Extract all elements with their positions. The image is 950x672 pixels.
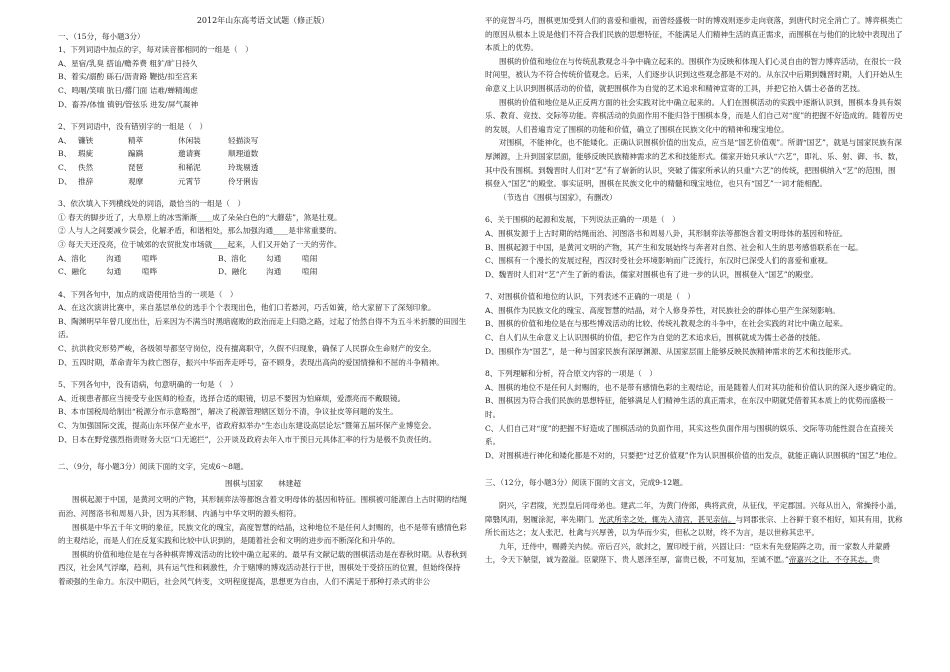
question-8 bbox=[485, 367, 903, 462]
question-2 bbox=[58, 120, 468, 188]
question-5 bbox=[58, 378, 468, 446]
classical-paragraph-2: 九年，迁侍中，赐爵关内侯。帝后召兴，欲封之，置印绶于前，兴固让曰：“臣未有先登陷阵之功，而一家数人并蒙爵土，令天下觖望，诚为盈溢。臣蒙陛下、贵人恩泽至厚，富贵已极，不可复加，至诚不愿。”帝嘉兴之让，不夺其志。贵 bbox=[485, 541, 891, 565]
q7-option-a: A、围棋作为民族文化的瑰宝、高度智慧的结晶，对个人修身养性，对民族社会的群体心里产生深刻影响。 bbox=[485, 305, 840, 315]
q4-option-b: B、陶渊明早年曾几度出仕，后来因为不满当时黑暗腐败的政治而走上归隐之路，过起了怡然自得不为五斗米折腰的田园生活。 bbox=[58, 316, 467, 340]
q3-sentence-2: ② 人与人之间要减少误会，化解矛盾，和谐相处，那么加强沟通____是非常重要的。 bbox=[58, 226, 342, 236]
q8-stem: 8、下列理解和分析，符合原文内容的一项是（ ） bbox=[485, 369, 657, 379]
classical-paragraph-1: 阴兴，字君陵，光烈皇后同母弟也。建武二年，为黄门侍郎，典将武贲，从征伐，平定郡国。兴每从出入，常操持小盖，障翳风雨，躬履涂泥，率先期门。光武所幸之处，辄先入清宫，甚见亲信。与同郡张宗、上谷鲜于裒不相好，知其有用，犹称所长而达之；友人张汜、杜禽与兴厚善，以为华而少实，但私之以财，终不为言，是以世称其忠平。 bbox=[485, 501, 903, 538]
q5-option-d: D、日本在野党强烈指责财务大臣“口无遮拦”，公开谈及政府去年入市干预日元具体汇率的行为是极不负责任的。 bbox=[58, 434, 437, 444]
article-paragraph-2: 围棋是中华五千年文明的象征，民族文化的瑰宝，高度智慧的结晶，这种地位不是任何人封赐的，也不是带有感情色彩的主观结论，而是人们在反复实践和比较中认识到的，是随着社会和文明的进步而不断深化和升华的。 bbox=[58, 522, 467, 546]
article-paragraph-3-cont: 平的竞智斗巧，围棋更加受到人们的喜爱和重视，而曾经盛极一时的博戏则逐步走向衰落，到唐代时完全消亡了。博弈棋类亡的原因从根本上说是他们不符合我们民族的思想特征，不能满足人们精神生活的真正需求，而围棋在与他们的比较中表现出了本质上的优势。 bbox=[485, 16, 903, 53]
q1-option-b: B、着实/溺酌 砾石/沥青路 鞭挞/扣至宫来 bbox=[58, 72, 198, 82]
q6-option-b: B、围棋起源于中国，是黄河文明的产物，其产生和发展始终与奔者对自然、社会和人生的思考感悟联系在一起。 bbox=[485, 242, 863, 252]
q8-option-a: A、围棋的地位不是任何人封赐的，也不是带有感情色彩的主观结论，而是随着人们对其功能和价值认识的深入逐步确定的。 bbox=[485, 382, 901, 392]
q4-stem: 4、下列各句中，加点的成语使用恰当的一项是（ ） bbox=[58, 289, 238, 299]
section-3-heading: 三、（12分，每小题3分）阅读下面的文言文，完成9-12题。 bbox=[485, 478, 688, 488]
exam-title: 2012年山东高考语文试题（修正版） bbox=[196, 16, 330, 25]
q8-option-d: D、对围棋进行神化和矮化都是不对的，只要把“过艺价值观”作为认识围棋价值的出发点，就能正确认识围棋的“国艺”地位。 bbox=[485, 450, 902, 460]
question-4 bbox=[58, 288, 468, 370]
article-paragraph-3: 围棋的价值和地位是在与各种棋弈博戏活动的比较中确立起来的。最早有文献记载的围棋活动是在春秋时期。从春秋到西汉，社会风气浮靡，趋利，具有运气性和刺激性，介于赌博的博戏活动甚行于世，围棋处于受挤压的位置，但始终保持着顽强的生命力。东汉中期后，社会风气转变，文明程度提高，思想更为自由，人们不满足于那种打杀式的非公 bbox=[58, 549, 467, 586]
q8-option-b: B、围棋因为符合我们民族的思想特征，能够满足人们精神生活的真正需求，在东汉中期就凭借着其本质上的优势而盛极一时。 bbox=[485, 396, 894, 420]
article-title: 围棋与国家 林建超 bbox=[225, 478, 301, 488]
article-source: （节选自《围棋与国家》，有删改） bbox=[499, 192, 617, 202]
article-paragraph-5: 围棋的价值和地位是从正反两方面的社会实践对比中确立起来的。人们在围棋活动的实践中逐渐认识到，围棋本身具有娱乐、教育、竞技、交际等功能。弈棋活动的负面作用不能归咎于围棋本身，而是人们自己对“度”的把握不好造成的。随着历史的发展，人们普遍肯定了围棋的功能和价值，确立了围棋在民族文化中的精神和瑰宝地位。 bbox=[485, 97, 903, 134]
section-1-heading: 一、（15分，每小题3分） bbox=[58, 31, 145, 41]
section-2-heading: 二、（9分，每小题3分）阅读下面的文字，完成6～8题。 bbox=[58, 462, 249, 472]
q7-stem: 7、对围棋价值和地位的认识，下列表述不正确的一项是（ ） bbox=[485, 292, 695, 302]
q2-option-d: D、 推辞 观摩 元霄节 伶牙俐齿 bbox=[58, 176, 259, 186]
q8-option-c: C、人们自己对“度”的把握不好造成了围棋活动的负面作用，其实这些负面作用与围棋的娱乐、交际等功能性混合在直接关系。 bbox=[485, 423, 894, 447]
q4-option-c: C、抗洪救灾形势严峻，各级领导都坚守岗位，没有擅离职守，久假不归现象，确保了人民群众生命财产的安全。 bbox=[58, 344, 436, 354]
left-column bbox=[58, 14, 468, 589]
question-6 bbox=[485, 213, 903, 281]
q5-stem: 5、下列各句中，没有语病，句意明确的一句是（ ） bbox=[58, 380, 238, 390]
q2-option-a: A、 镰铗 精萃 休闲装 轻描淡写 bbox=[58, 135, 259, 145]
q7-option-c: C、自人们从生命意义上认识围棋的价值，把它作为自觉的艺术追求后，围棋就成为儒士必备的技能。 bbox=[485, 333, 825, 343]
q6-stem: 6、关于围棋的起源和发展，下列说法正确的一项是（ ） bbox=[485, 215, 680, 225]
q1-option-c: C、鸣咽/笑嗔 肮日/撂门面 诘难/蝉精竭虑 bbox=[58, 85, 198, 95]
q7-option-b: B、围棋的价值和地位是在与那些博戏活动的比较、传统礼教观念的斗争中，在社会实践的对比中确立起来。 bbox=[485, 319, 848, 329]
q3-options-cd: C、融化 勾通 喧哗 D、融化 沟通 喧闹 bbox=[58, 267, 318, 277]
q4-option-a: A、在这次演讲比赛中，来自基层单位的选手个个表现出色，他们口若悬河，巧舌如簧，给大家留下了深刻印象。 bbox=[58, 303, 436, 313]
underlined-sentence-2: 帝嘉兴之让，不夺其志。 bbox=[788, 555, 873, 565]
q1-option-a: A、星宿/乳臭 搭讪/赡养费 粗犷/旷日持久 bbox=[58, 58, 198, 68]
q2-option-c: C、 佚然 琵琶 和稀泥 玲珑剔透 bbox=[58, 162, 259, 172]
q5-option-c: C、为加强国际交流，提高山东环保产业水平，省政府拟举办“生态山东建设高层论坛”暨第五届环保产业博览会。 bbox=[58, 421, 437, 431]
q6-option-d: D、魏晋时人们对“艺”产生了新的看法，儒家对围棋也有了进一步的认识，围棋登入“国艺”的殿堂。 bbox=[485, 269, 818, 279]
article-paragraph-4: 围棋的价值和地位在与传统乱教观念斗争中确立起来的。围棋作为反映和体现人们心灵自由的智力博弈活动，在很长一段时间里，被认为不符合传统价值观念。后来，人们逐步认识到这些观念都是不对的。从东汉中后期到魏晋时期，人们开始从生命意义上认识到围棋活动的价值，就把围棋作为自觉的艺术追求和精神宣寄的工具，并把它抬入儒士必备的艺技。 bbox=[485, 56, 903, 93]
q3-sentence-3: ③ 每天天还没亮，位于城郊的农贸批发市场就____起来，人们又开始了一天的劳作。 bbox=[58, 239, 342, 249]
q1-stem: 1、下列词语中加点的字，每对读音都相同的一组是（ ） bbox=[58, 45, 253, 55]
q5-option-b: B、本市国税局给制出“税源分布示意略图”，解决了税源管理辖区划分不清，争议扯皮等问题的发生。 bbox=[58, 407, 398, 417]
question-7 bbox=[485, 290, 903, 358]
article-paragraph-6: 对围棋，不能神化，也不能矮化。正确认识围棋价值的出发点，应当是“国艺价值观”。所谓“国艺”，就是与国家民族有深厚渊源，上升到国家层面，能够反映民族精神需求的艺术和技能形式。儒家开始只承认“六艺”，即礼、乐、射、御、书、数，其中没有围棋。到魏晋时人们对“艺”有了崭新的认识，突破了儒家所承认的只重“六艺”的传统，把围棋纳入“艺”的范围，围棋登入“国艺”的殿堂。事实证明，围棋在民族文化中的精髓和瑰宝地位，也只有“国艺”一词才能相配。 bbox=[485, 138, 903, 189]
q1-option-d: D、畜养/体恤 镇钥/管弦乐 进发/屏气凝神 bbox=[58, 99, 199, 109]
q3-stem: 3、依次填入下列横线处的词语，最恰当的一组是（ ） bbox=[58, 199, 246, 209]
right-column bbox=[485, 14, 903, 567]
q2-option-b: B、 瑕疵 蹁蹒 邀请赛 顺理道数 bbox=[58, 149, 259, 159]
q5-option-a: A、近视患者都应当接受专业医师的检查，选择合适的眼镜，切忌不要因为怕麻烦，爱漂亮而不戴眼镜。 bbox=[58, 393, 406, 403]
article-paragraph-1: 围棋起源于中国，是黄河文明的产物，其形制弈法等都饱含着文明母体的基因和特征。围棋被可能源自上古时期的结绳而治、河图洛书和周易八卦，因为其形制、内涵与中华文明的源头相符。 bbox=[58, 495, 467, 518]
q3-options-ab: A、溶化 沟通 喧哗 B、溶化 勾通 喧闹 bbox=[58, 253, 318, 263]
q6-option-a: A、围棋发源于上古时期的结绳而治、河图洛书和周易八卦，其形制弈法等都饱含着文明母体的基因和特征。 bbox=[485, 228, 848, 238]
underlined-sentence-1: 光武所幸之处，辄先入清宫，甚见亲信。 bbox=[598, 514, 736, 524]
question-1 bbox=[58, 43, 468, 111]
q6-option-c: C、围棋有一个漫长的发展过程，西汉时受社会环境影响而广泛流行，东汉时已深受人们的喜爱和重视。 bbox=[485, 256, 833, 266]
q2-stem: 2、下列词语中，没有错别字的一组是（ ） bbox=[58, 122, 208, 132]
q7-option-d: D、围棋作为“国艺”，是一种与国家民族有深厚渊源、从国家层面上能够反映民族精神需求的艺术和技能形式。 bbox=[485, 346, 856, 356]
q4-option-d: D、五四时期，革命青年为救亡图存，振兴中华而奔走呼号，奋不顾身，表现出高尚的爱国情操和不屈的斗争精神。 bbox=[58, 357, 444, 367]
question-3 bbox=[58, 197, 468, 279]
q3-sentence-1: ① 春天的脚步近了，大阜原上的冰雪渐渐____成了朵朵白色的“大蘑菇”，煞是壮观。 bbox=[58, 212, 342, 222]
